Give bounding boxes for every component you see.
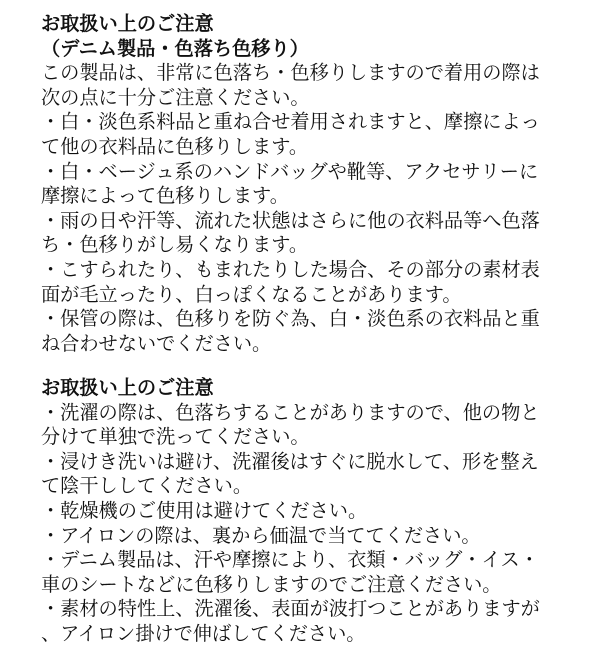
- section-1-line: 摩擦によって色移りします。: [41, 184, 289, 208]
- section-1-line: この製品は、非常に色落ち・色移りしますので着用の際は: [41, 61, 540, 85]
- section-1-line: ・雨の日や汗等、流れた状態はさらに他の衣料品等へ色落: [41, 208, 540, 232]
- section-2-line: ・デニム製品は、汗や摩擦により、衣類・バッグ・イス・: [41, 548, 539, 572]
- section-2-line: 車のシートなどに色移りしますのでご注意ください。: [41, 572, 502, 596]
- section-2-line: ・アイロンの際は、裏から価温で当ててください。: [41, 523, 481, 547]
- section-1-line: て他の衣料品に色移りします。: [41, 134, 309, 158]
- section-1-line: ・保管の際は、色移りを防ぐ為、白・淡色系の衣料品と重: [41, 307, 540, 331]
- section-1-line: ち・色移りがし易くなります。: [41, 233, 309, 257]
- section-1-line: ・白・淡色系料品と重ね合せ着用されますと、摩擦によっ: [41, 110, 540, 134]
- care-notice-section-2: [41, 376, 593, 647]
- section-2-line: て陰干ししてください。: [41, 474, 253, 498]
- care-notice-section-1: [41, 12, 593, 356]
- section-2-line: ・洗濯の際は、色落ちすることがありますので、他の物と: [41, 400, 540, 424]
- section-2-line: 、アイロン掛けで伸ばしてください。: [41, 621, 366, 645]
- section-1-line: 次の点に十分ご注意ください。: [41, 85, 310, 109]
- section-2-line: 分けて単独で洗ってください。: [41, 425, 310, 449]
- section-2-line: ・素材の特性上、洗濯後、表面が波打つことがありますが: [41, 597, 540, 621]
- section-1-line: ね合わせないでください。: [41, 331, 272, 355]
- section-1-line: ・こすられたり、もまれたりした場合、その部分の素材表: [41, 257, 540, 281]
- section-2-title: お取扱い上のご注意: [41, 376, 214, 399]
- section-1-title: お取扱い上のご注意: [41, 12, 214, 35]
- section-1-line: 面が毛立ったり、白っぽくなることがあります。: [41, 282, 462, 306]
- section-1-subtitle: （デニム製品・色落ち色移り）: [41, 36, 309, 60]
- section-2-line: ・乾燥機のご使用は避けてください。: [41, 498, 368, 522]
- section-1-line: ・白・ベージュ系のハンドバッグや靴等、アクセサリーに: [41, 159, 539, 183]
- section-2-line: ・浸けき洗いは避け、洗濯後はすぐに脱水して、形を整え: [41, 449, 539, 473]
